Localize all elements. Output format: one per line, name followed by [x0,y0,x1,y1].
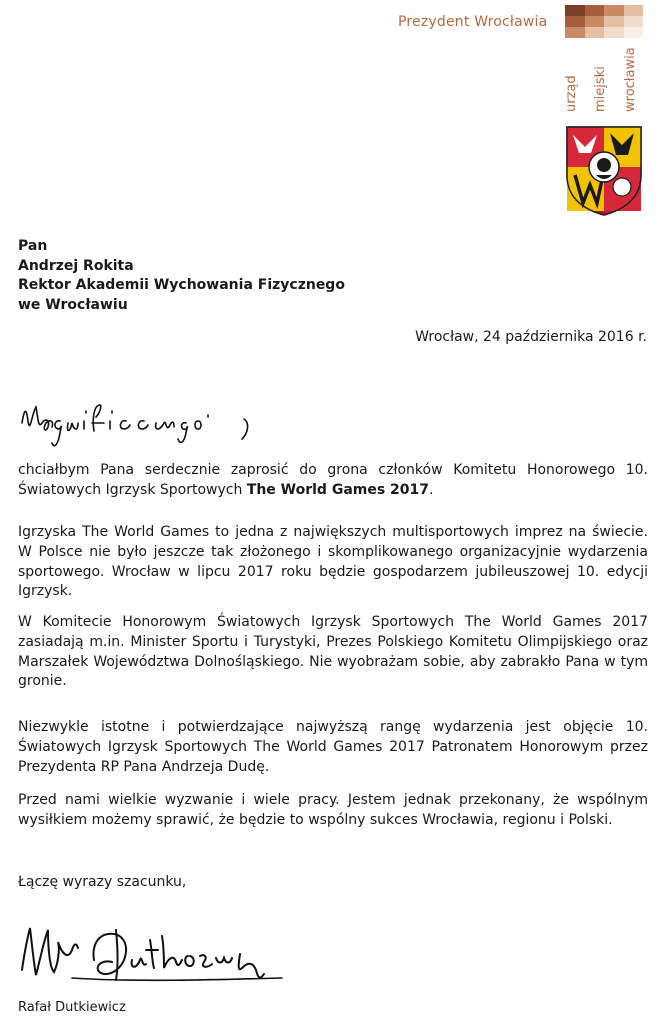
paragraph-5: Przed nami wielkie wyzwanie i wiele pracy. Jestem jednak przekonany, że wspólnym wysiłkiem możemy sprawić, że będzie to wspólny sukces Wrocławia, regionu i Polski. [18,792,648,828]
recipient-name: Andrzej Rokita [18,257,134,274]
event-name: The World Games 2017 [246,481,430,498]
paragraph-2: Igrzyska The World Games to jedna z największych multisportowych imprez na świecie. W Polsce nie było jeszcze tak złożonego i skomplikowanego organizacyjnie wydarzenia sportowego. Wrocław w lipcu 2017 roku będzie gospodarzem jubileuszowej 10. edycji Igrzysk. [18,524,648,600]
letter-date: Wrocław, 24 października 2016 r. [415,329,647,345]
letterhead-office-line-3: wrocławia [623,47,638,112]
letterhead-title: Prezydent Wrocławia [398,14,548,30]
letterhead-color-block [565,5,643,38]
paragraph-3: W Komitecie Honorowym Światowych Igrzysk Sportowych The World Games 2017 zasiadają m.in. Minister Sportu i Turystyki, Prezes Polskiego Komitetu Olimpijskiego oraz Marszałek Województwa Dolnośląskiego. Nie wyobrażam sobie, aby zabrakło Pana w tym gronie. [18,614,648,690]
handwritten-signature [12,920,292,995]
coat-of-arms-icon [565,125,643,217]
paragraph-4: Niezwykle istotne i potwierdzające najwyższą rangę wydarzenia jest objęcie 10. Światowych Igrzysk Sportowych The World Games 2017 Patronatem Honorowym przez Prezydenta RP Pana Andrzeja Dudę. [18,719,648,775]
handwritten-salutation [16,393,266,453]
letterhead-office-line-1: urząd [564,75,579,112]
signer-name: Rafał Dutkiewicz [18,1000,126,1015]
letterhead-office-line-2: miejski [593,66,608,112]
closing-phrase: Łączę wyrazy szacunku, [18,874,187,890]
recipient-city: we Wrocławiu [18,296,128,313]
recipient-position: Rektor Akademii Wychowania Fizycznego [18,277,345,293]
paragraph-1-text: chciałbym Pana serdecznie zaprosić do grona członków Komitetu Honorowego 10. Światowych Igrzysk Sportowych [18,462,648,498]
recipient-address [18,237,345,315]
paragraph-1-end: . [429,481,434,498]
recipient-title: Pan [18,238,48,254]
paragraph-1 [18,461,648,501]
